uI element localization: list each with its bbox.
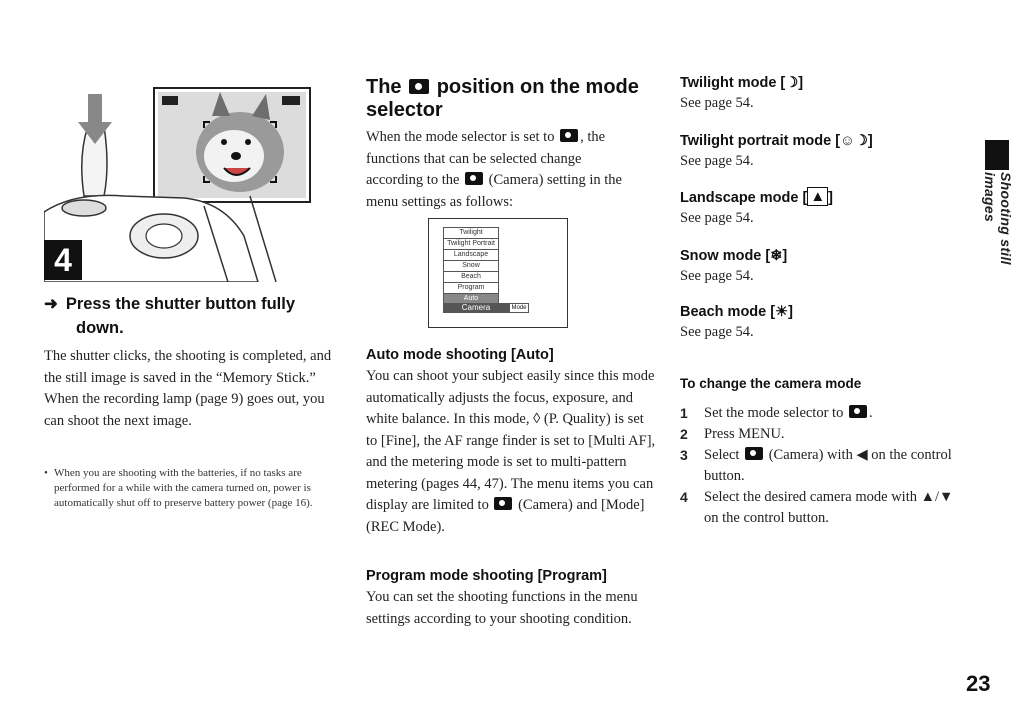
step-number-badge: 4	[44, 240, 82, 280]
twilight-mode-section	[680, 74, 970, 132]
snow-mode-section	[680, 247, 970, 303]
menu-item-twilight-portrait: Twilight Portrait	[443, 238, 499, 249]
camera-icon	[745, 447, 763, 460]
landscape-mode-title: Landscape mode [ ▲ ]	[680, 188, 834, 206]
intro-a: When the mode selector is set to	[366, 129, 555, 145]
auto-text-b: (P. Quality) is set to [Fine], the AF range finder is set to [Multi AF], and the metering mode is set to multi-pattern metering (pages 44, 47). The menu items you can display are limited to	[366, 411, 656, 513]
section-side-label-text: Shooting still images	[982, 172, 1014, 265]
step-3	[680, 445, 966, 487]
beach-icon: ☀	[775, 304, 789, 320]
beach-see-page: See page 54.	[680, 324, 754, 340]
camera-icon	[494, 497, 512, 510]
step-number: 1	[680, 405, 688, 421]
twilight-portrait-mode-title: Twilight portrait mode [☺☽]	[680, 133, 873, 149]
step-number: 4	[680, 489, 688, 505]
step-1	[680, 403, 966, 424]
snow-see-page: See page 54.	[680, 268, 754, 284]
twilight-mode-title: Twilight mode [☽]	[680, 75, 804, 91]
heading-line2: selector	[366, 99, 443, 121]
section-tab-marker	[985, 140, 1009, 170]
menu-item-auto: Auto	[443, 293, 499, 305]
program-mode-heading: Program mode shooting [Program]	[366, 568, 607, 584]
heading-part2: position on the mode	[436, 76, 639, 98]
auto-mode-text	[366, 366, 656, 538]
moon-icon: ☽	[785, 75, 799, 91]
step-number: 3	[680, 447, 688, 463]
twilight-portrait-mode-section	[680, 132, 970, 187]
step-text-b: (Camera) with ◀ on the control button.	[704, 447, 952, 484]
mode-title: Landscape mode [	[680, 190, 808, 206]
step-title-line1: Press the shutter button fully	[65, 295, 296, 313]
arrow-right-icon: ➜	[44, 295, 58, 313]
beach-mode-section	[680, 303, 970, 363]
snow-mode-title: Snow mode [❄]	[680, 248, 788, 264]
step-title	[44, 292, 334, 340]
heading-part1: The	[366, 76, 402, 98]
menu-item-program: Program	[443, 282, 499, 293]
step-2	[680, 424, 966, 445]
camera-icon	[465, 172, 483, 185]
step-description: The shutter clicks, the shooting is completed, and the still image is saved in the “Memory Stick.” When the recording lamp (page 9) goes out, you can shoot the next image.	[44, 348, 332, 429]
menu-item-snow: Snow	[443, 260, 499, 271]
menu-item-landscape: Landscape	[443, 249, 499, 260]
auto-mode-heading: Auto mode shooting [Auto]	[366, 347, 554, 363]
mode-title: Twilight mode [	[680, 75, 786, 91]
step-number: 2	[680, 426, 688, 442]
program-mode-text: You can set the shooting functions in the menu settings according to your shooting condition.	[366, 589, 638, 627]
mode-selector-heading	[366, 76, 656, 122]
menu-mode-button: Mode	[509, 303, 529, 313]
change-mode-steps	[680, 403, 966, 529]
menu-item-beach: Beach	[443, 271, 499, 282]
picture-quality-icon: ◊	[533, 411, 541, 427]
menu-camera-bar: Camera	[443, 303, 509, 313]
scene-mode-list	[680, 74, 970, 363]
step-4	[680, 487, 966, 529]
bullet-icon: •	[44, 467, 48, 479]
step-text	[704, 445, 966, 487]
mode-title: Twilight portrait mode [	[680, 133, 841, 149]
page-number: 23	[966, 671, 991, 696]
intro-c: (Camera) setting in the menu settings as follows:	[366, 172, 622, 210]
portrait-moon-icon: ☺☽	[840, 133, 868, 149]
twilight-portrait-see-page: See page 54.	[680, 153, 754, 169]
camera-icon	[560, 129, 578, 142]
step-text-a: Select	[704, 447, 740, 463]
beach-mode-title: Beach mode [☀]	[680, 304, 793, 320]
mode-title: Beach mode [	[680, 304, 776, 320]
landscape-see-page: See page 54.	[680, 210, 754, 226]
step-text: Press MENU.	[704, 426, 785, 442]
intro-b: , the functions that can be selected change according to the	[366, 129, 606, 188]
shutter-press-illustration	[44, 86, 312, 282]
auto-text-a: You can shoot your subject easily since this mode automatically adjusts the focus, exposure, and white balance. In this mode,	[366, 368, 655, 427]
mountain-icon: ▲	[807, 187, 828, 206]
landscape-mode-section	[680, 187, 970, 247]
mode-title: Snow mode [	[680, 248, 771, 264]
camera-mode-list	[443, 227, 499, 305]
battery-note-text: When you are shooting with the batteries, if no tasks are performed for a while with the camera turned on, power is automatically shut off to preserve battery power (page 16).	[54, 467, 313, 509]
section-side-label	[982, 172, 1012, 312]
change-camera-mode-heading: To change the camera mode	[680, 376, 862, 391]
auto-text-c: (Camera) and [Mode] (REC Mode).	[366, 497, 645, 535]
step-text-b: .	[868, 405, 873, 421]
step-text-a: Set the mode selector to	[704, 405, 844, 421]
camera-icon	[409, 79, 429, 94]
twilight-see-page: See page 54.	[680, 95, 754, 111]
camera-illustration	[44, 86, 312, 282]
camera-menu-illustration	[428, 218, 568, 328]
step-text	[704, 403, 966, 424]
battery-note	[44, 466, 334, 511]
mode-selector-intro	[366, 127, 642, 213]
snowflake-icon: ❄	[770, 248, 783, 264]
camera-icon	[849, 405, 867, 418]
step-title-line2: down.	[76, 319, 124, 337]
menu-item-twilight: Twilight	[443, 227, 499, 238]
step-text: Select the desired camera mode with ▲/▼ on the control button.	[704, 489, 954, 526]
